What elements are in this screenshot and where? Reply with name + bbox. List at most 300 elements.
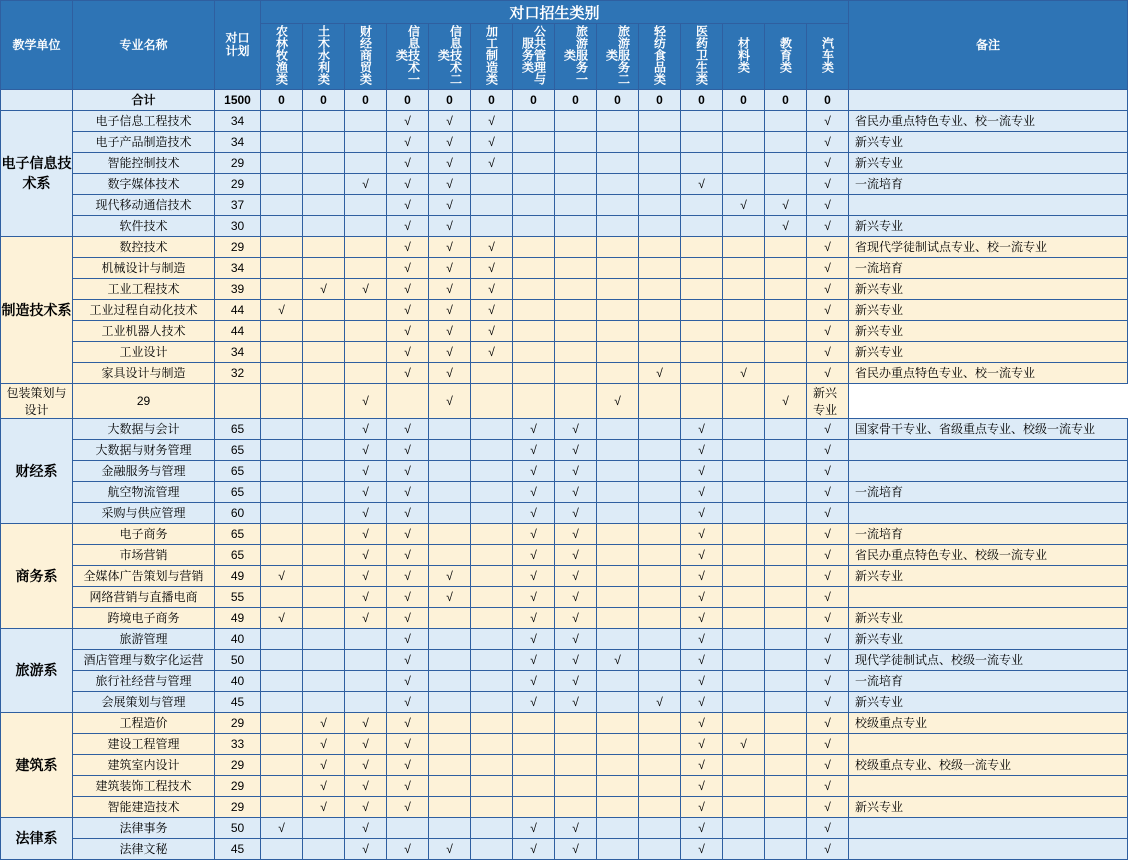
table-row [1,194,1128,215]
category-cell-2 [303,607,345,628]
category-cell-1 [261,523,303,544]
category-cell-7: √ [513,418,555,439]
table-header [1,1,1128,90]
category-cell-13 [765,607,807,628]
remark-cell: 新兴专业 [849,152,1128,173]
category-cell-1 [261,320,303,341]
category-cell-5 [429,691,471,712]
category-cell-2 [303,320,345,341]
category-cell-9 [597,838,639,859]
category-cell-8: √ [555,439,597,460]
category-cell-4: √ [387,320,429,341]
category-cell-9 [597,194,639,215]
category-cell-14: √ [807,194,849,215]
table-row [1,502,1128,523]
category-cell-10 [639,341,681,362]
category-cell-9 [597,481,639,502]
category-cell-8: √ [555,817,597,838]
major-name: 跨境电子商务 [73,607,215,628]
plan-count: 49 [215,565,261,586]
category-cell-12 [723,215,765,236]
category-cell-11 [681,341,723,362]
unit-cell: 财经系 [1,418,73,523]
category-cell-9 [597,320,639,341]
category-cell-5: √ [429,278,471,299]
total-cat-14: 0 [807,89,849,110]
header-unit: 教学单位 [1,1,73,90]
header-category-1 [261,24,303,90]
category-cell-10 [639,796,681,817]
category-cell-12 [723,838,765,859]
category-cell-2 [303,418,345,439]
category-cell-8 [555,299,597,320]
category-cell-7 [513,733,555,754]
header-category-label: 公共管理与服务类 [520,25,547,85]
category-cell-1 [261,418,303,439]
category-cell-3 [345,362,387,383]
category-cell-13 [765,278,807,299]
category-cell-3: √ [345,418,387,439]
major-name: 软件技术 [73,215,215,236]
category-cell-2: √ [303,775,345,796]
remark-cell: 新兴专业 [849,691,1128,712]
category-cell-14: √ [807,649,849,670]
category-cell-6 [471,544,513,565]
category-cell-7: √ [513,586,555,607]
category-cell-11: √ [681,670,723,691]
category-cell-7 [513,754,555,775]
category-cell-8 [555,712,597,733]
category-cell-5: √ [429,131,471,152]
plan-count: 45 [215,691,261,712]
category-cell-14: √ [807,152,849,173]
remark-cell: 一流培育 [849,173,1128,194]
category-cell-5 [429,544,471,565]
category-cell-2: √ [303,796,345,817]
category-cell-3: √ [345,712,387,733]
category-cell-4: √ [387,481,429,502]
header-category-label: 土木水利类 [316,25,331,85]
table-row [1,460,1128,481]
category-cell-7 [513,215,555,236]
category-cell-2 [303,586,345,607]
category-cell-9 [597,607,639,628]
category-cell-9 [597,341,639,362]
category-cell-2 [303,341,345,362]
category-cell-14: √ [807,733,849,754]
category-cell-1 [261,257,303,278]
category-cell-7 [513,796,555,817]
category-cell-1 [261,152,303,173]
category-cell-2 [261,383,303,418]
table-row [1,712,1128,733]
total-cat-9: 0 [597,89,639,110]
table-row [1,131,1128,152]
category-cell-8 [555,257,597,278]
category-cell-12 [723,796,765,817]
table-row [1,607,1128,628]
table-row [1,628,1128,649]
category-cell-6 [471,523,513,544]
category-cell-3 [345,341,387,362]
category-cell-14: √ [807,460,849,481]
header-category-9 [597,24,639,90]
category-cell-13 [765,173,807,194]
total-label-blank [1,89,73,110]
category-cell-4: √ [387,215,429,236]
category-cell-4: √ [387,565,429,586]
table-row [1,775,1128,796]
category-cell-4: √ [387,838,429,859]
category-cell-1 [261,670,303,691]
category-cell-10 [639,670,681,691]
plan-count: 44 [215,320,261,341]
category-cell-14: √ [807,131,849,152]
plan-count: 34 [215,341,261,362]
header-category-14 [807,24,849,90]
category-cell-2 [303,152,345,173]
category-cell-3: √ [345,586,387,607]
table-row [1,817,1128,838]
category-cell-3 [345,257,387,278]
total-row [1,89,1128,110]
category-cell-13 [765,586,807,607]
category-cell-2 [303,173,345,194]
major-name: 数控技术 [73,236,215,257]
category-cell-8: √ [555,670,597,691]
category-cell-13 [765,670,807,691]
table-row [1,299,1128,320]
major-name: 金融服务与管理 [73,460,215,481]
category-cell-4: √ [387,691,429,712]
category-cell-11: √ [681,838,723,859]
category-cell-11: √ [681,544,723,565]
category-cell-12 [723,481,765,502]
category-cell-2: √ [303,733,345,754]
category-cell-5 [429,628,471,649]
category-cell-11 [681,131,723,152]
category-cell-10 [639,131,681,152]
remark-cell: 新兴专业 [849,796,1128,817]
category-cell-7: √ [513,607,555,628]
remark-cell: 校级重点专业 [849,712,1128,733]
category-cell-8: √ [555,481,597,502]
category-cell-6 [471,817,513,838]
category-cell-11: √ [681,439,723,460]
category-cell-11 [681,362,723,383]
major-name: 网络营销与直播电商 [73,586,215,607]
table-row [1,565,1128,586]
category-cell-6: √ [471,278,513,299]
category-cell-11: √ [681,586,723,607]
total-cat-5: 0 [429,89,471,110]
category-cell-12 [723,341,765,362]
category-cell-7 [513,194,555,215]
category-cell-11: √ [681,796,723,817]
remark-cell: 新兴专业 [849,628,1128,649]
category-cell-10 [639,565,681,586]
category-cell-10 [639,733,681,754]
remark-cell: 新兴专业 [849,607,1128,628]
plan-count: 29 [215,152,261,173]
plan-count: 33 [215,733,261,754]
plan-count: 34 [215,257,261,278]
total-cat-2: 0 [303,89,345,110]
category-cell-8 [555,341,597,362]
remark-cell: 新兴专业 [849,320,1128,341]
header-category-4 [387,24,429,90]
category-cell-12 [723,754,765,775]
table-row [1,439,1128,460]
category-cell-7: √ [513,544,555,565]
category-cell-1 [261,194,303,215]
category-cell-12 [681,383,723,418]
category-cell-10: √ [597,383,639,418]
category-cell-5: √ [429,341,471,362]
category-cell-12 [723,775,765,796]
category-cell-2 [303,565,345,586]
category-cell-8: √ [555,460,597,481]
category-cell-7 [513,341,555,362]
category-cell-6: √ [471,320,513,341]
category-cell-12 [723,152,765,173]
major-name: 建筑室内设计 [73,754,215,775]
category-cell-11: √ [681,754,723,775]
category-cell-8: √ [555,544,597,565]
plan-count: 30 [215,215,261,236]
plan-count: 29 [215,173,261,194]
table-row [1,418,1128,439]
remark-cell [849,460,1128,481]
category-cell-9 [597,628,639,649]
category-cell-6: √ [471,299,513,320]
category-cell-9: √ [597,649,639,670]
major-name: 旅行社经营与管理 [73,670,215,691]
category-cell-7 [513,278,555,299]
category-cell-12 [723,607,765,628]
category-cell-8 [555,754,597,775]
header-category-label: 加工制造类 [484,25,499,85]
category-cell-6 [471,194,513,215]
category-cell-3 [345,131,387,152]
category-cell-14: √ [807,691,849,712]
total-cat-10: 0 [639,89,681,110]
category-cell-3: √ [345,523,387,544]
table-row [1,320,1128,341]
category-cell-14: √ [807,481,849,502]
category-cell-7: √ [513,628,555,649]
category-cell-6 [471,418,513,439]
category-cell-8 [555,236,597,257]
category-cell-14: √ [807,775,849,796]
category-cell-8 [513,383,555,418]
category-cell-1 [261,712,303,733]
plan-count: 37 [215,194,261,215]
category-cell-6: √ [471,236,513,257]
category-cell-14: √ [807,278,849,299]
category-cell-5 [429,607,471,628]
category-cell-1 [261,586,303,607]
category-cell-12 [723,110,765,131]
category-cell-7: √ [513,565,555,586]
category-cell-2: √ [303,278,345,299]
category-cell-7: √ [513,502,555,523]
unit-cell: 电子信息技术系 [1,110,73,236]
category-cell-13 [765,691,807,712]
category-cell-4: √ [387,460,429,481]
table-row [1,173,1128,194]
plan-count: 65 [215,418,261,439]
category-cell-14: √ [807,215,849,236]
category-cell-7 [513,712,555,733]
category-cell-13 [765,796,807,817]
category-cell-2 [303,299,345,320]
category-cell-12 [723,131,765,152]
category-cell-12 [723,565,765,586]
category-cell-3: √ [345,607,387,628]
remark-cell [849,775,1128,796]
category-cell-11: √ [681,607,723,628]
category-cell-10 [639,817,681,838]
category-cell-12 [723,712,765,733]
table-row [1,691,1128,712]
category-cell-12 [723,236,765,257]
category-cell-14: √ [807,796,849,817]
category-cell-3 [345,628,387,649]
major-name: 电子产品制造技术 [73,131,215,152]
major-name: 智能建造技术 [73,796,215,817]
category-cell-8 [555,194,597,215]
category-cell-7 [513,173,555,194]
category-cell-7: √ [513,838,555,859]
category-cell-6 [471,460,513,481]
header-category-label: 旅游服务一类 [562,25,589,85]
table-row [1,257,1128,278]
category-cell-6 [471,607,513,628]
category-cell-1 [261,110,303,131]
major-name: 旅游管理 [73,628,215,649]
category-cell-13 [765,502,807,523]
category-cell-14: √ [807,607,849,628]
category-cell-2 [303,817,345,838]
category-cell-9 [597,523,639,544]
total-cat-8: 0 [555,89,597,110]
category-cell-9 [597,502,639,523]
category-cell-9 [597,775,639,796]
category-cell-10 [639,236,681,257]
category-cell-2 [303,670,345,691]
category-cell-2 [303,838,345,859]
table-row [1,110,1128,131]
category-cell-2 [303,628,345,649]
category-cell-2 [303,362,345,383]
category-cell-11 [681,110,723,131]
category-cell-12 [723,523,765,544]
category-cell-2 [303,691,345,712]
category-cell-7 [513,320,555,341]
category-cell-2 [303,257,345,278]
category-cell-14: √ [807,712,849,733]
remark-cell [849,733,1128,754]
category-cell-5 [429,754,471,775]
category-cell-5: √ [429,236,471,257]
category-cell-4: √ [387,796,429,817]
table-row [1,278,1128,299]
category-cell-8 [555,362,597,383]
category-cell-10 [639,320,681,341]
category-cell-1 [261,236,303,257]
category-cell-9 [597,152,639,173]
remark-cell [849,194,1128,215]
category-cell-1 [261,439,303,460]
category-cell-4: √ [387,586,429,607]
category-cell-6 [471,775,513,796]
header-category-2 [303,24,345,90]
category-cell-12 [723,439,765,460]
category-cell-3 [303,383,345,418]
category-cell-4: √ [387,628,429,649]
category-cell-2 [303,215,345,236]
total-cat-11: 0 [681,89,723,110]
category-cell-12 [723,544,765,565]
category-cell-4: √ [387,775,429,796]
category-cell-14: √ [807,565,849,586]
category-cell-1: √ [261,607,303,628]
category-cell-10 [639,775,681,796]
category-cell-12 [723,418,765,439]
category-cell-12 [723,460,765,481]
remark-cell: 新兴专业 [849,341,1128,362]
category-cell-14: √ [807,299,849,320]
remark-cell: 现代学徒制试点、校级一流专业 [849,649,1128,670]
plan-count: 40 [215,628,261,649]
plan-count: 65 [215,439,261,460]
category-cell-10 [639,173,681,194]
plan-count: 50 [215,649,261,670]
category-cell-5: √ [429,215,471,236]
table-row [1,152,1128,173]
total-cat-4: 0 [387,89,429,110]
remark-cell [849,439,1128,460]
category-cell-3 [345,236,387,257]
category-cell-5 [429,733,471,754]
category-cell-2 [303,523,345,544]
category-cell-14: √ [807,439,849,460]
category-cell-11 [681,320,723,341]
category-cell-12 [723,502,765,523]
category-cell-10 [639,439,681,460]
category-cell-1 [261,278,303,299]
category-cell-4: √ [387,733,429,754]
category-cell-4: √ [387,362,429,383]
header-category-5 [429,24,471,90]
plan-count: 65 [215,481,261,502]
category-cell-1 [261,362,303,383]
remark-cell: 新兴专业 [849,278,1128,299]
remark-cell: 一流培育 [849,257,1128,278]
table-row [1,362,1128,383]
major-name: 智能控制技术 [73,152,215,173]
category-cell-6 [471,502,513,523]
category-cell-13 [765,341,807,362]
category-cell-11 [681,257,723,278]
category-cell-7: √ [513,481,555,502]
total-remark [849,89,1128,110]
header-category-11 [681,24,723,90]
category-cell-11 [681,236,723,257]
category-cell-5 [429,775,471,796]
category-cell-1 [215,383,261,418]
